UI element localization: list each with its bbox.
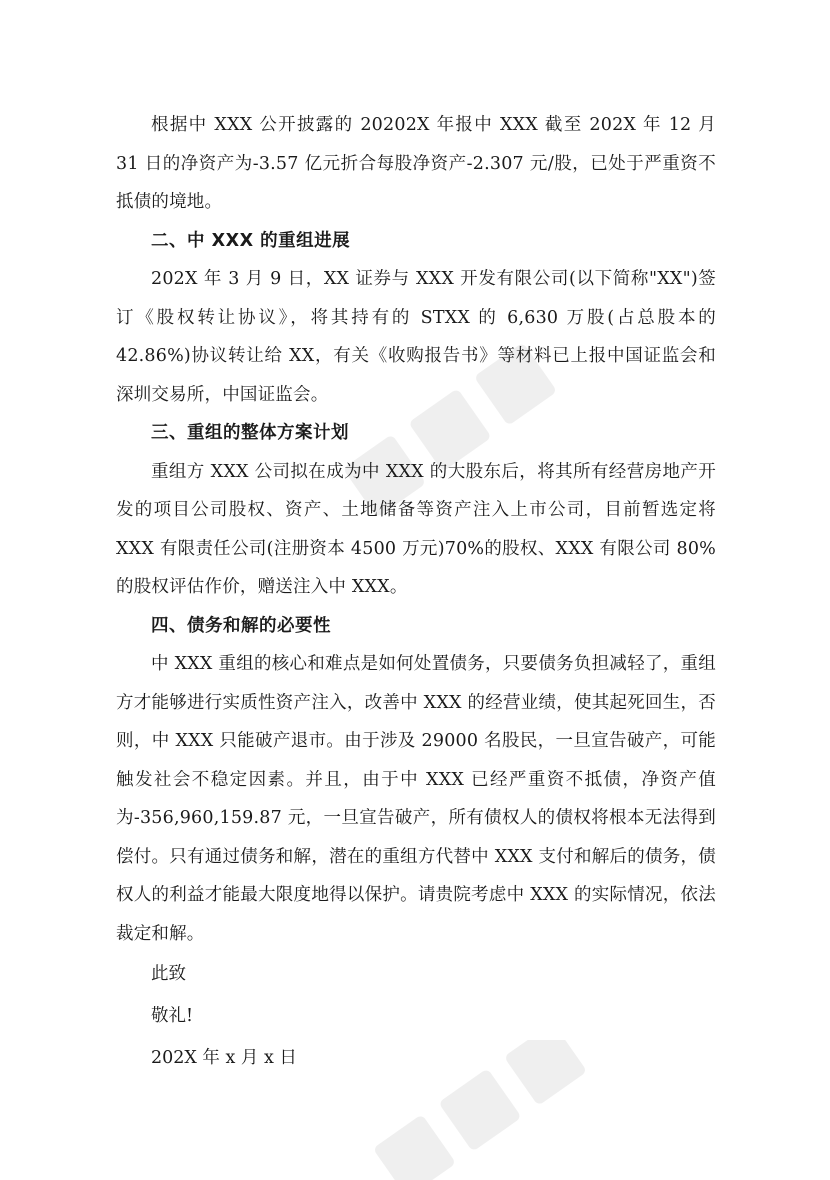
heading-restructuring-progress: 二、中 XXX 的重组进展 — [151, 230, 351, 251]
paragraph-share-transfer: 202X 年 3 月 9 日，XX 证券与 XXX 开发有限公司(以下简称"XX")签订《股权转让协议》，将其持有的 STXX 的 6,630 万股(占总股本的 42.86%)协议转让给 XX，有关《收购报告书》等材料已上报中国证监会和深圳交易所，中国证监会。 — [116, 269, 716, 405]
paragraph-net-assets: 根据中 XXX 公开披露的 20202X 年报中 XXX 截至 202X 年 12 月 31 日的净资产为-3.57 亿元折合每股净资产-2.307 元/股，已处于严重资不抵债的境地。 — [116, 115, 716, 212]
paragraph-plan-details: 重组方 XXX 公司拟在成为中 XXX 的大股东后，将其所有经营房地产开发的项目公司股权、资产、土地储备等资产注入上市公司，目前暂选定将 XXX 有限责任公司(注册资本 4500 万元)70%的股权、XXX 有限公司 80%的股权评估作价，赠送注入中 XXX。 — [116, 461, 716, 597]
heading-restructuring-plan: 三、重组的整体方案计划 — [151, 423, 349, 443]
heading-debt-settlement-necessity: 四、债务和解的必要性 — [151, 615, 331, 636]
document-date: 202X 年 x 月 x 日 — [151, 1048, 297, 1068]
closing-regards: 敬礼! — [151, 1006, 194, 1026]
paragraph-debt-settlement: 中 XXX 重组的核心和难点是如何处置债务，只要债务负担减轻了，重组方才能够进行实质性资产注入，改善中 XXX 的经营业绩，使其起死回生，否则，中 XXX 只能破产退市。由于涉及 29000 名股民，一旦宣告破产，可能触发社会不稳定因素。并且，由于中 XXX 已经严重资不抵债，净资产值为-356,960,159.87 元，一旦宣告破产，所有债权人的债权将根本无法得到偿付。只有通过债务和解，潜在的重组方代替中 XXX 支付和解后的债务，债权人的利益才能最大限度地得以保护。请贵院考虑中 XXX 的实际情况，依法裁定和解。 — [116, 654, 716, 944]
document-body — [116, 106, 716, 1079]
closing-salutation: 此致 — [151, 964, 186, 984]
